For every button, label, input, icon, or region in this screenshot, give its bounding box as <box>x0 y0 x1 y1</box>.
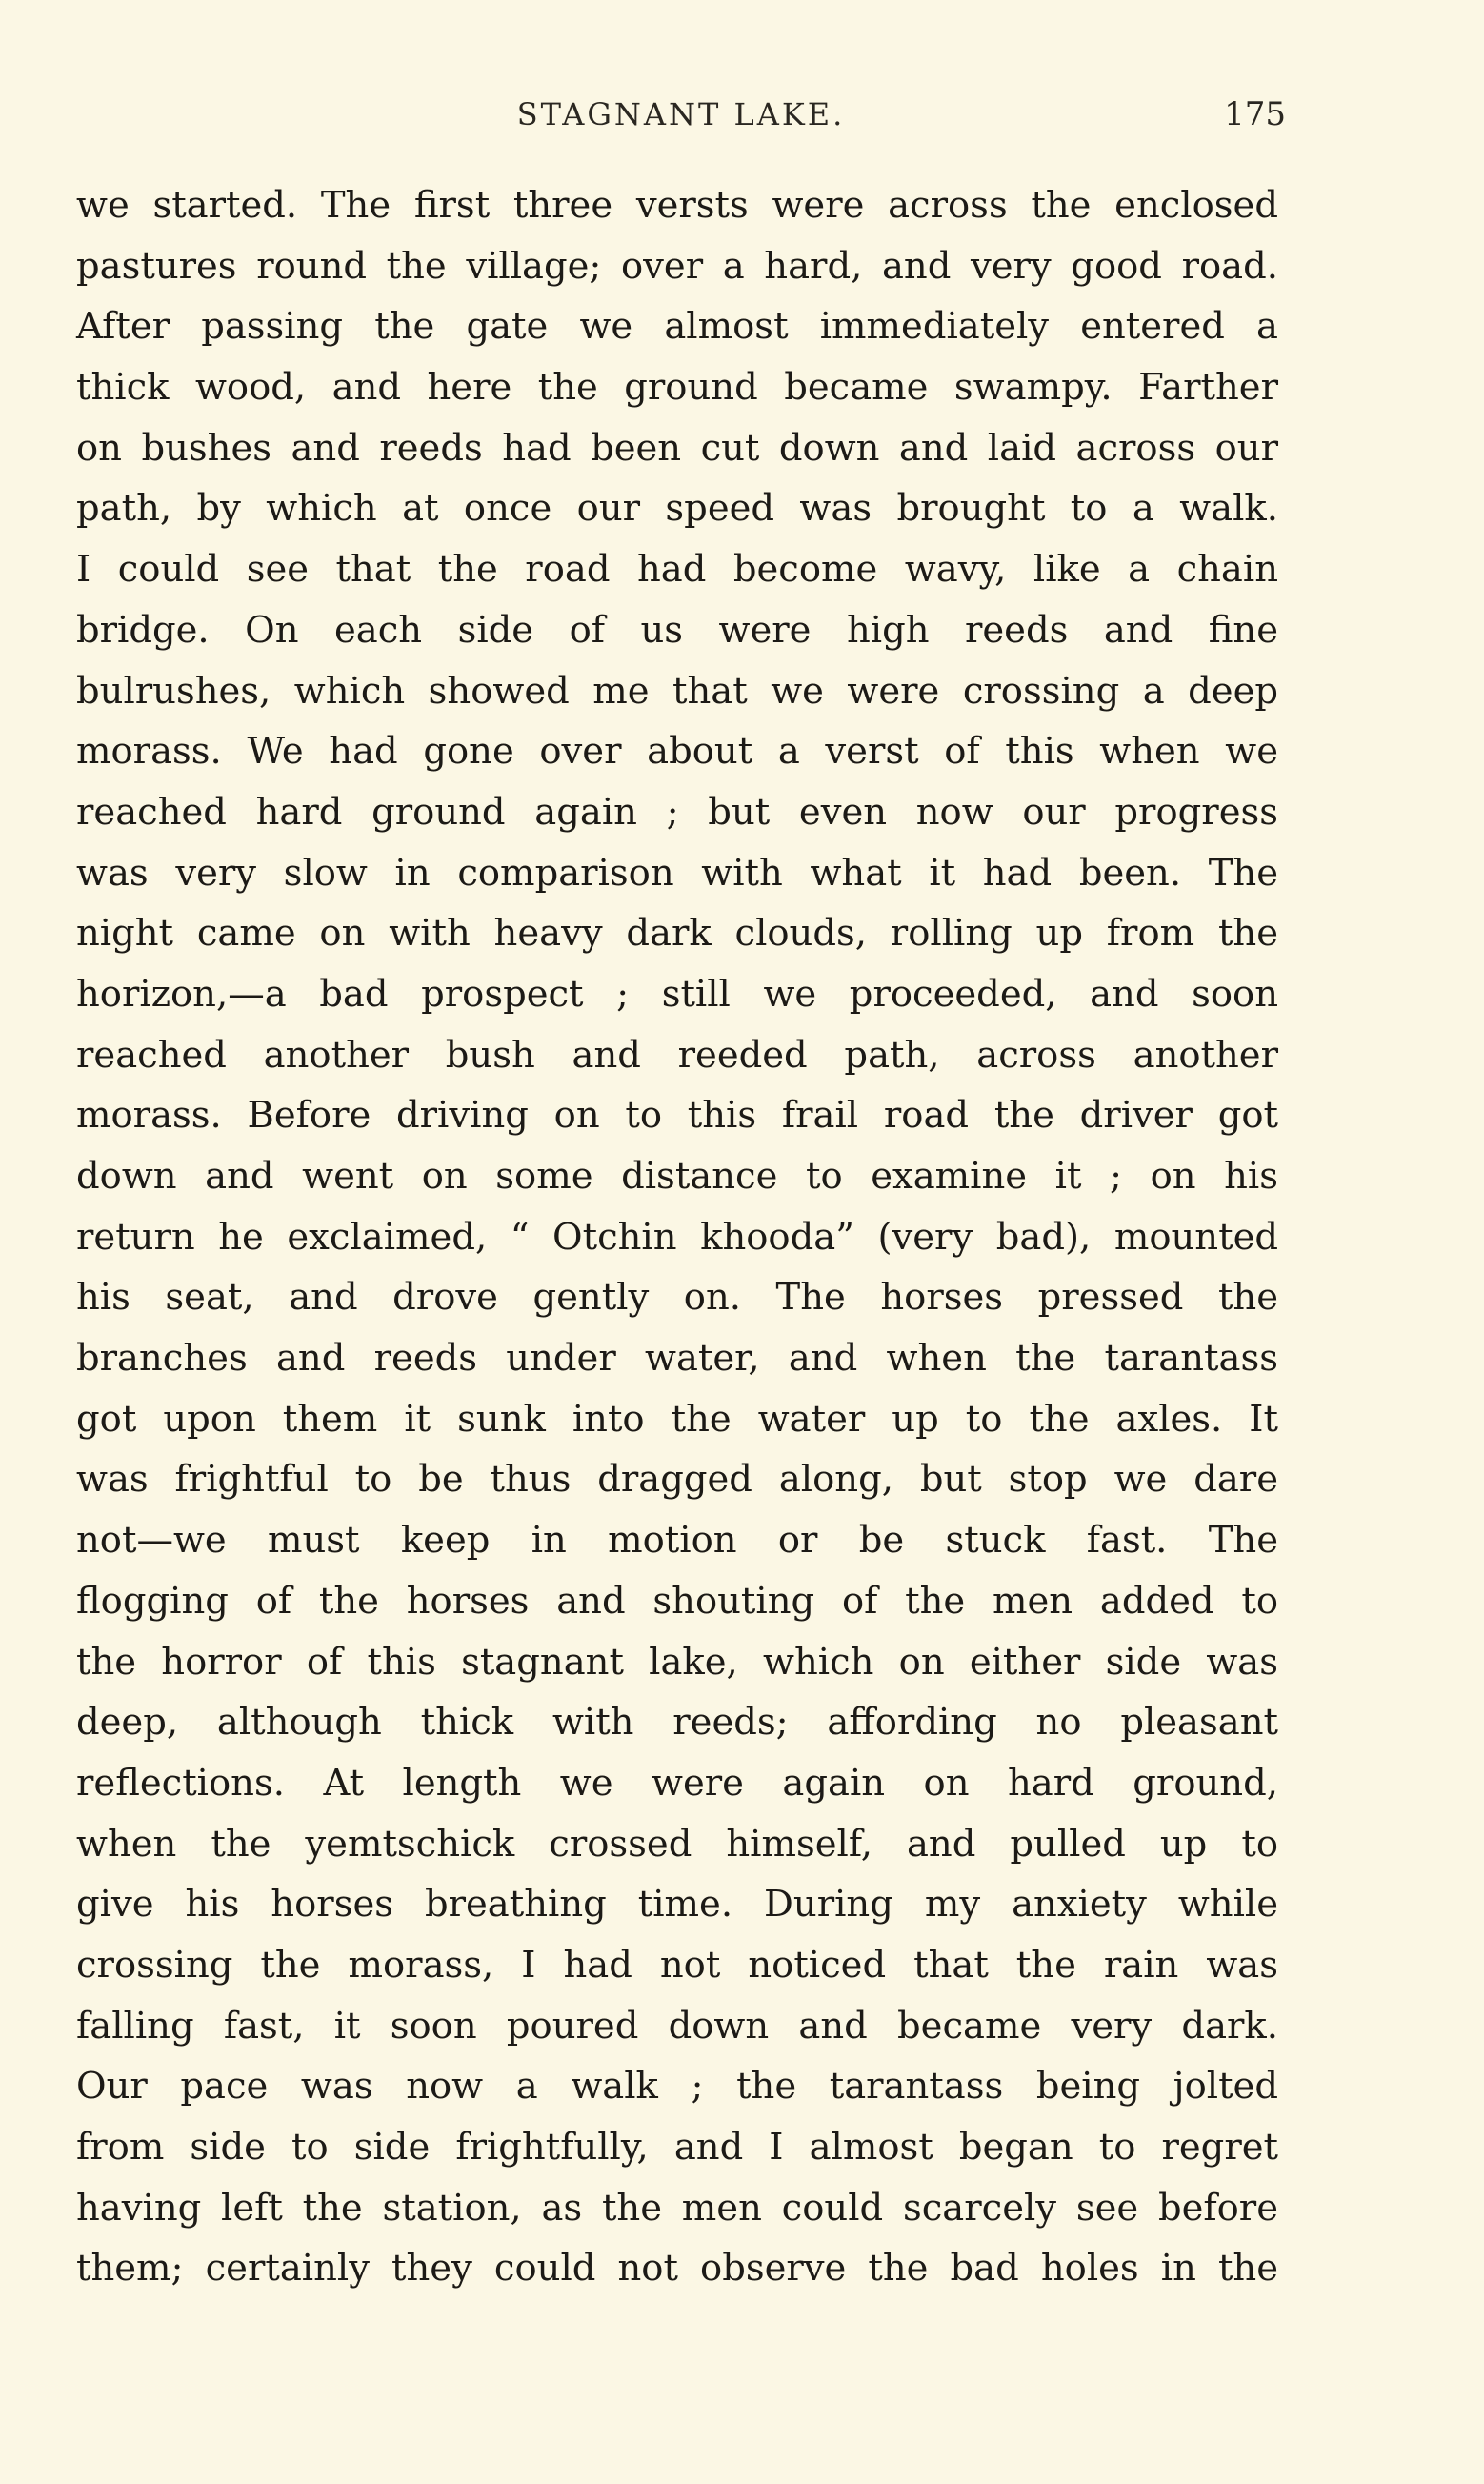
text-line: reflections. At length we were again on hard ground, <box>76 1761 1278 1805</box>
text-line: return he exclaimed, “ Otchin khooda” (very bad), mounted <box>76 1215 1278 1259</box>
text-line: having left the station, as the men could scarcely see before <box>76 2186 1278 2230</box>
page-number: 175 <box>1224 95 1286 133</box>
text-line: falling fast, it soon poured down and became very dark. <box>76 2004 1278 2048</box>
text-line: path, by which at once our speed was brought to a walk. <box>76 487 1278 531</box>
text-line: give his horses breathing time. During my anxiety while <box>76 1883 1278 1927</box>
text-line: deep, although thick with reeds; affording no pleasant <box>76 1701 1278 1745</box>
text-line: on bushes and reeds had been cut down and laid across our <box>76 426 1278 470</box>
text-line: not—we must keep in motion or be stuck fast. The <box>76 1519 1278 1563</box>
text-line: I could see that the road had become wavy, like a chain <box>76 548 1278 592</box>
text-line: the horror of this stagnant lake, which on either side was <box>76 1640 1278 1684</box>
text-line: morass. Before driving on to this frail road the driver got <box>76 1094 1278 1138</box>
text-line: reached another bush and reeded path, across another <box>76 1033 1278 1077</box>
text-line: got upon them it sunk into the water up to the axles. It <box>76 1397 1278 1441</box>
text-line: down and went on some distance to examine it ; on his <box>76 1155 1278 1198</box>
text-line: crossing the morass, I had not noticed that the rain was <box>76 1943 1278 1987</box>
text-line: from side to side frightfully, and I almost began to regret <box>76 2126 1278 2169</box>
text-line: Our pace was now a walk ; the tarantass being jolted <box>76 2065 1278 2109</box>
text-line: was frightful to be thus dragged along, but stop we dare <box>76 1458 1278 1502</box>
text-line: when the yemtschick crossed himself, and pulled up to <box>76 1822 1278 1866</box>
text-line: his seat, and drove gently on. The horses pressed the <box>76 1276 1278 1320</box>
running-title: STAGNANT LAKE. <box>516 96 846 132</box>
running-head <box>76 91 1286 138</box>
text-line: flogging of the horses and shouting of the men added to <box>76 1579 1278 1623</box>
text-line: morass. We had gone over about a verst of this when we <box>76 730 1278 774</box>
text-line: reached hard ground again ; but even now our progress <box>76 790 1278 834</box>
text-line: was very slow in comparison with what it had been. The <box>76 851 1278 895</box>
text-line: pastures round the village; over a hard, and very good road. <box>76 244 1278 288</box>
body-text <box>76 175 1278 2299</box>
text-line: bridge. On each side of us were high reeds and fine <box>76 608 1278 652</box>
text-line: we started. The first three versts were across the enclosed <box>76 184 1278 227</box>
text-line: After passing the gate we almost immediately entered a <box>76 305 1278 349</box>
text-line: branches and reeds under water, and when the tarantass <box>76 1337 1278 1381</box>
text-line: bulrushes, which showed me that we were crossing a deep <box>76 669 1278 713</box>
text-line: night came on with heavy dark clouds, rolling up from the <box>76 912 1278 956</box>
text-line: horizon,—a bad prospect ; still we proceeded, and soon <box>76 972 1278 1016</box>
text-line: them; certainly they could not observe the bad holes in the <box>76 2247 1278 2291</box>
text-line: thick wood, and here the ground became swampy. Farther <box>76 366 1278 410</box>
